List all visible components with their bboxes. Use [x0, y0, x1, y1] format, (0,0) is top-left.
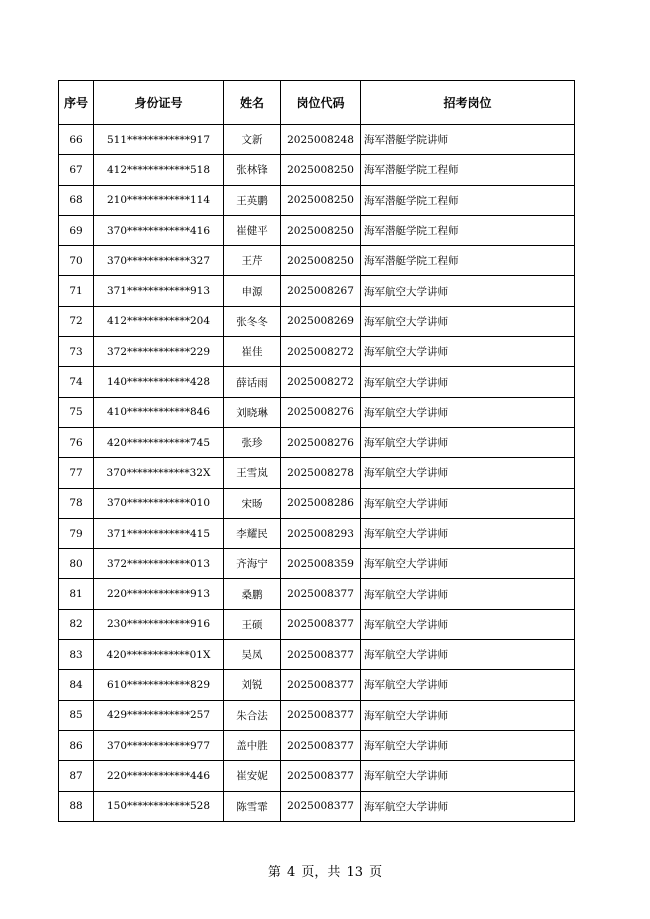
table-body — [59, 125, 575, 822]
cell-id-number: 410************846 — [94, 397, 224, 427]
cell-post: 海军航空大学讲师 — [361, 306, 575, 336]
cell-post-code: 2025008377 — [281, 640, 361, 670]
cell-id-number: 429************257 — [94, 700, 224, 730]
table-row — [59, 458, 575, 488]
cell-seq: 70 — [59, 246, 94, 276]
table-row — [59, 397, 575, 427]
cell-post: 海军潜艇学院讲师 — [361, 125, 575, 155]
cell-post: 海军航空大学讲师 — [361, 337, 575, 367]
cell-post: 海军航空大学讲师 — [361, 549, 575, 579]
cell-seq: 74 — [59, 367, 94, 397]
cell-post-code: 2025008250 — [281, 185, 361, 215]
cell-post: 海军航空大学讲师 — [361, 367, 575, 397]
cell-id-number: 412************518 — [94, 155, 224, 185]
cell-post-code: 2025008377 — [281, 700, 361, 730]
cell-name: 薛话雨 — [224, 367, 281, 397]
cell-id-number: 370************32X — [94, 458, 224, 488]
cell-id-number: 371************415 — [94, 518, 224, 548]
cell-seq: 80 — [59, 549, 94, 579]
header-seq: 序号 — [59, 81, 94, 125]
cell-name: 桑鹏 — [224, 579, 281, 609]
table-row — [59, 549, 575, 579]
cell-post-code: 2025008269 — [281, 306, 361, 336]
header-post-code: 岗位代码 — [281, 81, 361, 125]
table-row — [59, 791, 575, 821]
cell-id-number: 370************416 — [94, 215, 224, 245]
cell-name: 齐海宁 — [224, 549, 281, 579]
table-row — [59, 488, 575, 518]
cell-post: 海军航空大学讲师 — [361, 276, 575, 306]
cell-name: 王雪岚 — [224, 458, 281, 488]
cell-seq: 85 — [59, 700, 94, 730]
cell-seq: 73 — [59, 337, 94, 367]
header-id-number: 身份证号 — [94, 81, 224, 125]
cell-name: 张林锋 — [224, 155, 281, 185]
cell-id-number: 370************977 — [94, 730, 224, 760]
cell-id-number: 230************916 — [94, 609, 224, 639]
cell-post: 海军航空大学讲师 — [361, 791, 575, 821]
cell-post-code: 2025008248 — [281, 125, 361, 155]
cell-id-number: 372************013 — [94, 549, 224, 579]
cell-seq: 71 — [59, 276, 94, 306]
table-row — [59, 518, 575, 548]
cell-name: 张珍 — [224, 427, 281, 457]
cell-seq: 86 — [59, 730, 94, 760]
table-row — [59, 185, 575, 215]
cell-post-code: 2025008250 — [281, 155, 361, 185]
cell-post-code: 2025008377 — [281, 609, 361, 639]
table-row — [59, 215, 575, 245]
cell-name: 崔健平 — [224, 215, 281, 245]
table-row — [59, 246, 575, 276]
cell-id-number: 220************913 — [94, 579, 224, 609]
table-row — [59, 276, 575, 306]
candidate-table — [58, 80, 575, 822]
table-row — [59, 640, 575, 670]
table-row — [59, 367, 575, 397]
cell-post: 海军航空大学讲师 — [361, 427, 575, 457]
cell-id-number: 370************327 — [94, 246, 224, 276]
cell-id-number: 420************745 — [94, 427, 224, 457]
cell-id-number: 372************229 — [94, 337, 224, 367]
cell-post: 海军航空大学讲师 — [361, 397, 575, 427]
cell-seq: 69 — [59, 215, 94, 245]
cell-name: 宋旸 — [224, 488, 281, 518]
cell-post: 海军潜艇学院工程师 — [361, 155, 575, 185]
header-name: 姓名 — [224, 81, 281, 125]
cell-post-code: 2025008377 — [281, 791, 361, 821]
cell-post-code: 2025008377 — [281, 579, 361, 609]
cell-post-code: 2025008278 — [281, 458, 361, 488]
table-row — [59, 579, 575, 609]
cell-seq: 75 — [59, 397, 94, 427]
table-row — [59, 427, 575, 457]
cell-id-number: 371************913 — [94, 276, 224, 306]
cell-name: 陈雪霏 — [224, 791, 281, 821]
cell-seq: 88 — [59, 791, 94, 821]
cell-seq: 87 — [59, 761, 94, 791]
cell-name: 刘锐 — [224, 670, 281, 700]
cell-post: 海军潜艇学院工程师 — [361, 215, 575, 245]
table-row — [59, 609, 575, 639]
cell-post-code: 2025008377 — [281, 730, 361, 760]
table-header-row — [59, 81, 575, 125]
cell-name: 朱合法 — [224, 700, 281, 730]
table-row — [59, 700, 575, 730]
table-row — [59, 670, 575, 700]
cell-seq: 68 — [59, 185, 94, 215]
cell-post-code: 2025008272 — [281, 337, 361, 367]
cell-id-number: 210************114 — [94, 185, 224, 215]
cell-post: 海军航空大学讲师 — [361, 761, 575, 791]
cell-post-code: 2025008377 — [281, 761, 361, 791]
header-post: 招考岗位 — [361, 81, 575, 125]
cell-seq: 66 — [59, 125, 94, 155]
cell-id-number: 412************204 — [94, 306, 224, 336]
cell-seq: 82 — [59, 609, 94, 639]
table-row — [59, 155, 575, 185]
cell-seq: 78 — [59, 488, 94, 518]
table-row — [59, 337, 575, 367]
page-footer: 第 4 页，共 13 页 — [267, 865, 383, 880]
cell-seq: 79 — [59, 518, 94, 548]
cell-name: 王芹 — [224, 246, 281, 276]
cell-post: 海军航空大学讲师 — [361, 609, 575, 639]
cell-seq: 67 — [59, 155, 94, 185]
cell-id-number: 511************917 — [94, 125, 224, 155]
cell-post-code: 2025008359 — [281, 549, 361, 579]
cell-post: 海军航空大学讲师 — [361, 579, 575, 609]
cell-seq: 84 — [59, 670, 94, 700]
cell-post: 海军潜艇学院工程师 — [361, 246, 575, 276]
table-row — [59, 730, 575, 760]
cell-seq: 83 — [59, 640, 94, 670]
cell-name: 张冬冬 — [224, 306, 281, 336]
cell-post: 海军航空大学讲师 — [361, 640, 575, 670]
cell-seq: 81 — [59, 579, 94, 609]
cell-name: 刘晓琳 — [224, 397, 281, 427]
cell-id-number: 420************01X — [94, 640, 224, 670]
cell-name: 吴凤 — [224, 640, 281, 670]
cell-post: 海军航空大学讲师 — [361, 488, 575, 518]
cell-post-code: 2025008286 — [281, 488, 361, 518]
cell-name: 盖中胜 — [224, 730, 281, 760]
cell-id-number: 610************829 — [94, 670, 224, 700]
cell-post: 海军潜艇学院工程师 — [361, 185, 575, 215]
cell-id-number: 150************528 — [94, 791, 224, 821]
cell-post-code: 2025008276 — [281, 397, 361, 427]
cell-post-code: 2025008272 — [281, 367, 361, 397]
cell-post: 海军航空大学讲师 — [361, 670, 575, 700]
cell-id-number: 140************428 — [94, 367, 224, 397]
cell-post: 海军航空大学讲师 — [361, 518, 575, 548]
cell-post: 海军航空大学讲师 — [361, 700, 575, 730]
cell-post: 海军航空大学讲师 — [361, 458, 575, 488]
cell-id-number: 370************010 — [94, 488, 224, 518]
table-row — [59, 125, 575, 155]
cell-post: 海军航空大学讲师 — [361, 730, 575, 760]
cell-id-number: 220************446 — [94, 761, 224, 791]
cell-name: 李耀民 — [224, 518, 281, 548]
cell-name: 申源 — [224, 276, 281, 306]
cell-name: 王英鹏 — [224, 185, 281, 215]
cell-seq: 77 — [59, 458, 94, 488]
table-row — [59, 306, 575, 336]
cell-name: 崔安妮 — [224, 761, 281, 791]
cell-post-code: 2025008250 — [281, 215, 361, 245]
cell-post-code: 2025008267 — [281, 276, 361, 306]
cell-post-code: 2025008377 — [281, 670, 361, 700]
cell-name: 王硕 — [224, 609, 281, 639]
cell-seq: 76 — [59, 427, 94, 457]
table-row — [59, 761, 575, 791]
cell-name: 崔佳 — [224, 337, 281, 367]
cell-name: 文新 — [224, 125, 281, 155]
cell-post-code: 2025008250 — [281, 246, 361, 276]
cell-seq: 72 — [59, 306, 94, 336]
cell-post-code: 2025008276 — [281, 427, 361, 457]
cell-post-code: 2025008293 — [281, 518, 361, 548]
